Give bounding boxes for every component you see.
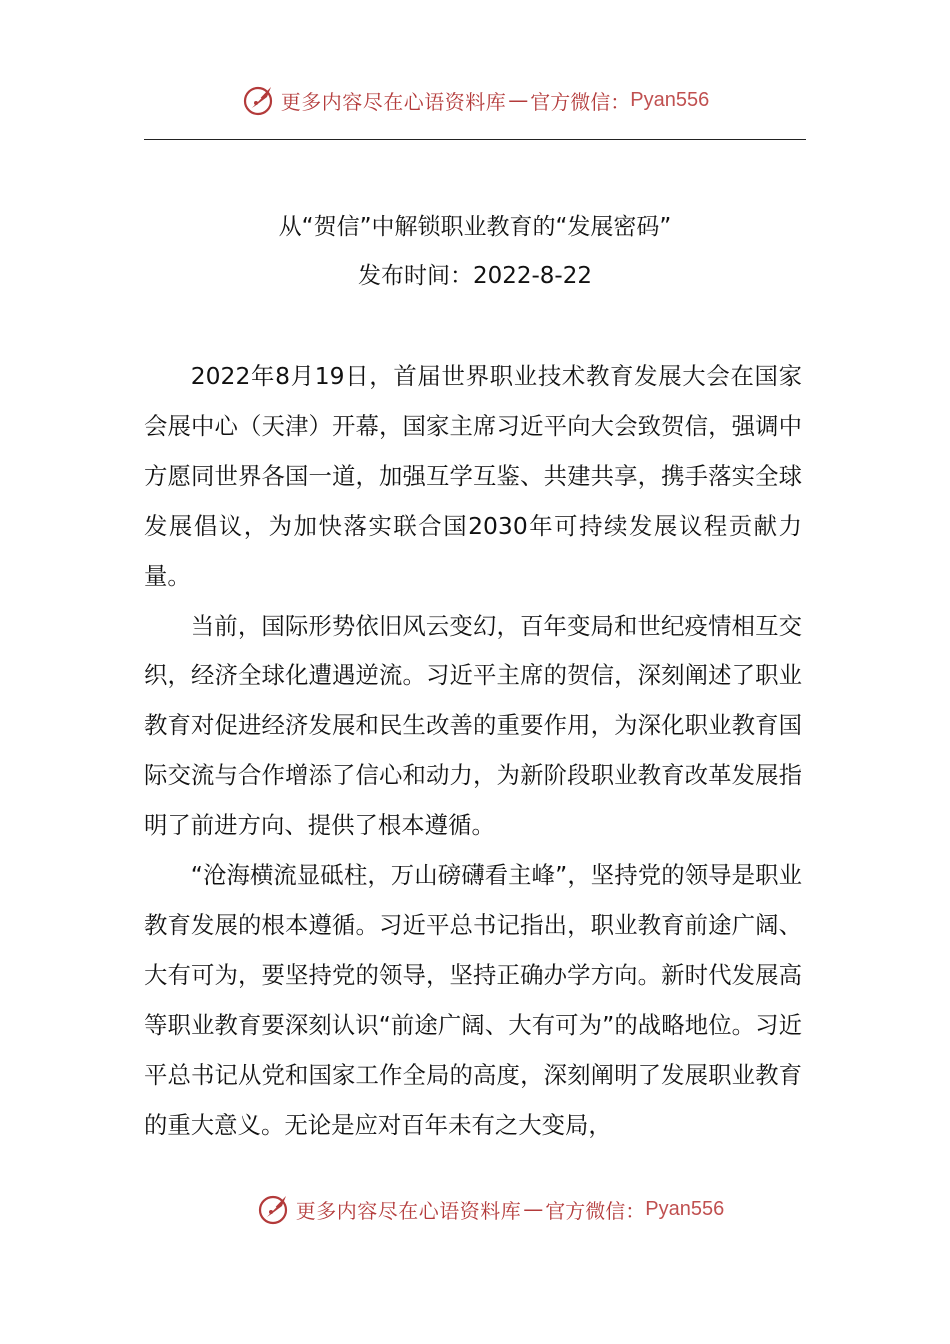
header-divider: [144, 139, 806, 140]
paragraph: 2022年8月19日，首届世界职业技术教育发展大会在国家会展中心（天津）开幕，国家主席习近平向大会致贺信，强调中方愿同世界各国一道，加强互学互鉴、共建共享，携手落实全球发展倡议，为加快落实联合国2030年可持续发展议程贡献力量。: [144, 362, 802, 590]
footer-banner: [0, 1191, 950, 1227]
header-banner: [0, 82, 950, 118]
banner-site-text: 更多内容尽在心语资料库: [280, 89, 507, 114]
banner-dash: —: [508, 88, 529, 112]
paragraph: 当前，国际形势依旧风云变幻，百年变局和世纪疫情相互交织，经济全球化遭遇逆流。习近平主席的贺信，深刻阐述了职业教育对促进经济发展和民生改善的重要作用，为深化职业教育国际交流与合作增添了信心和动力，为新阶段职业教育改革发展指明了前进方向、提供了根本遵循。: [144, 611, 802, 840]
publish-date: 发布时间：2022-8-22: [357, 263, 593, 289]
paragraph: “沧海横流显砥柱，万山磅礴看主峰”，坚持党的领导是职业教育发展的根本遵循。习近平总书记指出，职业教育前途广阔、大有可为，要坚持党的领导，坚持正确办学方向。新时代发展高等职业教育要深刻认识“前途广阔、大有可为”的战略地位。习近平总书记从党和国家工作全局的高度，深刻阐明了发展职业教育的重大意义。无论是应对百年未有之大变局，: [144, 861, 802, 1139]
article-body: [144, 352, 802, 1151]
article-title: 从“贺信”中解锁职业教育的“发展密码”: [278, 214, 672, 240]
banner-wechat-label: 官方微信：: [545, 1198, 646, 1223]
banner-site-text: 更多内容尽在心语资料库: [295, 1198, 522, 1223]
banner-wechat-label: 官方微信：: [530, 89, 631, 114]
quill-pen-logo-icon: [256, 1191, 292, 1227]
banner-dash: —: [523, 1197, 544, 1221]
banner-wechat-id: Pyan556: [645, 1197, 725, 1220]
banner-wechat-id: Pyan556: [630, 88, 710, 111]
quill-pen-logo-icon: [241, 82, 277, 118]
